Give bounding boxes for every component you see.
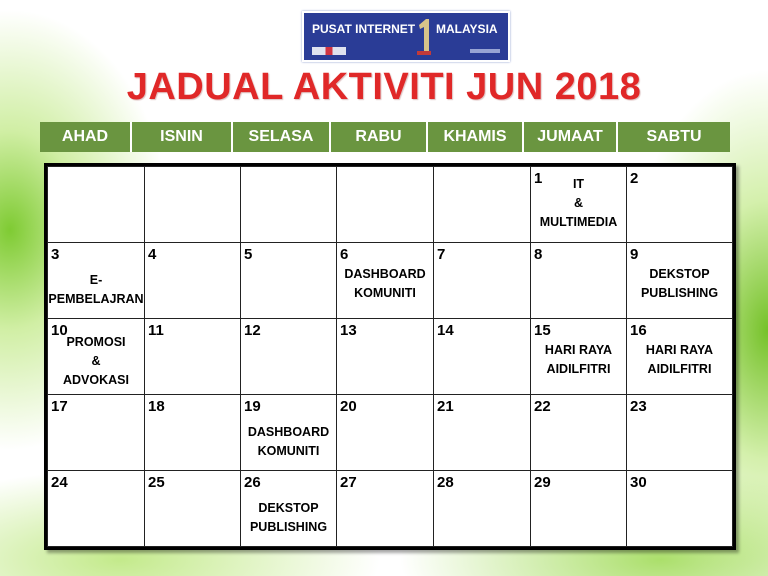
day-header-isnin: ISNIN (132, 122, 233, 152)
day-number: 29 (534, 474, 551, 491)
calendar-day-cell (145, 471, 241, 547)
calendar-day-cell (434, 395, 531, 471)
activity-label: DEKSTOP PUBLISHING (640, 267, 719, 300)
logo-url-mark (470, 49, 500, 53)
calendar-week-row (48, 243, 733, 319)
day-number: 27 (340, 474, 357, 491)
calendar-day-cell (48, 243, 145, 319)
calendar-day-cell (145, 243, 241, 319)
day-number: 24 (51, 474, 68, 491)
pusat-internet-malaysia-logo (302, 11, 510, 62)
day-number: 5 (244, 246, 253, 263)
activity-label: DASHBOARD KOMUNITI (344, 267, 426, 300)
logo-emblem-icon (312, 47, 346, 55)
activity-label: PROMOSI & ADVOKASI (63, 335, 129, 387)
calendar-day-cell (434, 243, 531, 319)
calendar-day-cell (48, 319, 145, 395)
calendar-day-cell (241, 167, 337, 243)
logo-text-right: MALAYSIA (436, 22, 498, 36)
day-number: 23 (630, 398, 647, 415)
day-number: 9 (630, 246, 639, 263)
day-number: 7 (437, 246, 446, 263)
day-number: 30 (630, 474, 647, 491)
day-number: 15 (534, 322, 551, 339)
calendar-day-cell (627, 471, 733, 547)
activity-label: HARI RAYA AIDILFITRI (544, 343, 613, 376)
day-number: 16 (630, 322, 647, 339)
day-number: 6 (340, 246, 349, 263)
calendar-day-cell (531, 243, 627, 319)
calendar-day-cell (531, 395, 627, 471)
calendar-day-cell (145, 319, 241, 395)
day-number: 13 (340, 322, 357, 339)
day-header-rabu: RABU (331, 122, 428, 152)
day-number: 20 (340, 398, 357, 415)
day-number: 1 (534, 170, 543, 187)
calendar-day-cell (627, 319, 733, 395)
activity-label: IT & MULTIMEDIA (539, 177, 618, 229)
calendar-day-cell (241, 243, 337, 319)
calendar-day-cell (531, 471, 627, 547)
day-number: 8 (534, 246, 543, 263)
calendar-day-cell (627, 167, 733, 243)
day-header-sabtu: SABTU (618, 122, 730, 152)
calendar-day-cell (337, 471, 434, 547)
day-number: 25 (148, 474, 165, 491)
page-title: JADUAL AKTIVITI JUN 2018 (126, 66, 642, 108)
activity-label: HARI RAYA AIDILFITRI (645, 343, 714, 376)
logo-text-left: PUSAT INTERNET (312, 22, 416, 36)
day-number: 17 (51, 398, 68, 415)
day-number: 3 (51, 246, 60, 263)
day-number: 18 (148, 398, 165, 415)
calendar-week-row (48, 395, 733, 471)
day-number: 14 (437, 322, 454, 339)
calendar-day-cell (48, 471, 145, 547)
calendar-week-row (48, 471, 733, 547)
activity-label: E- PEMBELAJRAN (48, 273, 144, 306)
calendar-day-cell (337, 167, 434, 243)
calendar-day-cell (337, 319, 434, 395)
activity-label: DEKSTOP PUBLISHING (249, 501, 328, 534)
calendar-week-row (48, 319, 733, 395)
calendar-day-cell (337, 395, 434, 471)
calendar-day-cell (434, 319, 531, 395)
calendar-grid (44, 163, 736, 550)
calendar-day-cell (627, 243, 733, 319)
day-number: 10 (51, 322, 68, 339)
day-number: 19 (244, 398, 261, 415)
calendar-day-cell (531, 319, 627, 395)
day-header-selasa: SELASA (233, 122, 331, 152)
day-header-row (40, 122, 730, 152)
logo-number-one-icon (415, 17, 433, 57)
calendar-week-row (48, 167, 733, 243)
calendar-day-cell (434, 471, 531, 547)
day-header-ahad: AHAD (40, 122, 132, 152)
calendar-day-cell (145, 395, 241, 471)
calendar-day-cell (48, 395, 145, 471)
calendar-day-cell (627, 395, 733, 471)
calendar-day-cell (241, 319, 337, 395)
activity-label: DASHBOARD KOMUNITI (247, 425, 330, 458)
day-header-jumaat: JUMAAT (524, 122, 618, 152)
calendar-day-cell (531, 167, 627, 243)
calendar-day-cell (145, 167, 241, 243)
calendar-table (47, 166, 733, 547)
day-number: 28 (437, 474, 454, 491)
calendar-day-cell (241, 395, 337, 471)
day-number: 4 (148, 246, 157, 263)
calendar-day-cell (434, 167, 531, 243)
day-number: 11 (148, 322, 164, 339)
day-header-khamis: KHAMIS (428, 122, 524, 152)
calendar-day-cell (241, 471, 337, 547)
day-number: 26 (244, 474, 261, 491)
day-number: 2 (630, 170, 639, 187)
calendar-day-cell (48, 167, 145, 243)
calendar-day-cell (337, 243, 434, 319)
day-number: 22 (534, 398, 551, 415)
day-number: 21 (437, 398, 454, 415)
day-number: 12 (244, 322, 261, 339)
